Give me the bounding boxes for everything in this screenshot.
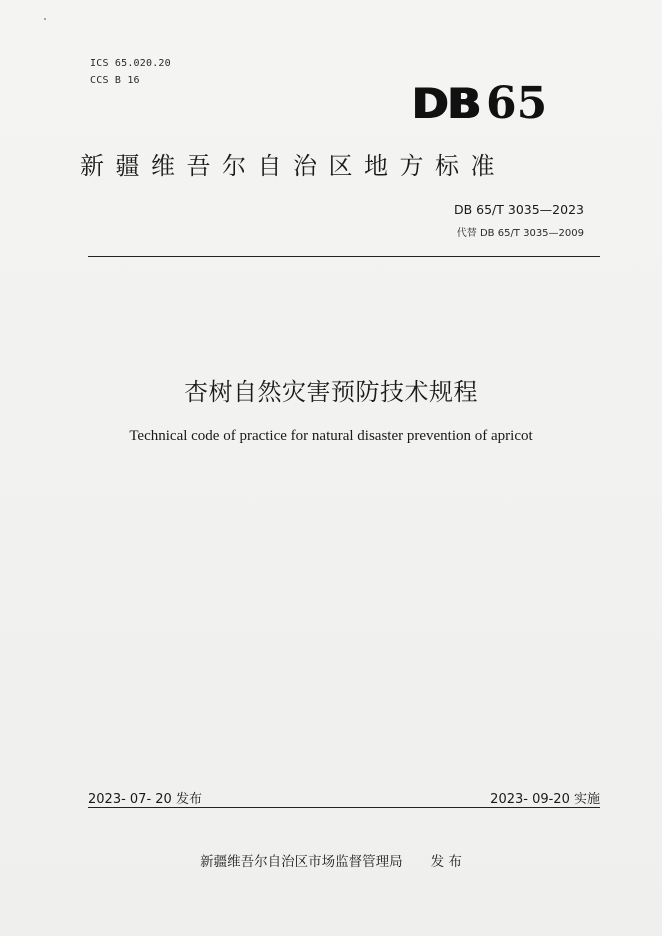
db65-logo <box>412 78 557 130</box>
ccs-code: CCS B 16 <box>90 75 140 86</box>
publish-date: 2023- 07- 20 发布 <box>88 792 202 807</box>
document-title-en: Technical code of practice for natural disaster prevention of apricot <box>129 428 533 444</box>
top-divider <box>88 256 600 257</box>
document-title-zh: 杏树自然灾害预防技术规程 <box>184 378 478 406</box>
db-logo-number: 65 <box>486 78 548 129</box>
publisher-name: 新疆维吾尔自治区市场监督管理局 <box>200 854 403 870</box>
standard-type-heading: 新疆维吾尔自治区地方标准 <box>80 152 506 180</box>
scan-speck <box>44 18 46 20</box>
standard-code: DB 65/T 3035—2023 <box>453 202 584 217</box>
replaced-standard: 代替 DB 65/T 3035—2009 <box>456 228 584 239</box>
ics-code: ICS 65.020.20 <box>90 58 171 69</box>
bottom-divider <box>88 807 600 808</box>
implement-date: 2023- 09-20 实施 <box>490 792 600 807</box>
db-logo-letters: DB <box>412 79 481 128</box>
publisher-action: 发 布 <box>430 854 462 870</box>
publisher-line <box>0 850 662 870</box>
